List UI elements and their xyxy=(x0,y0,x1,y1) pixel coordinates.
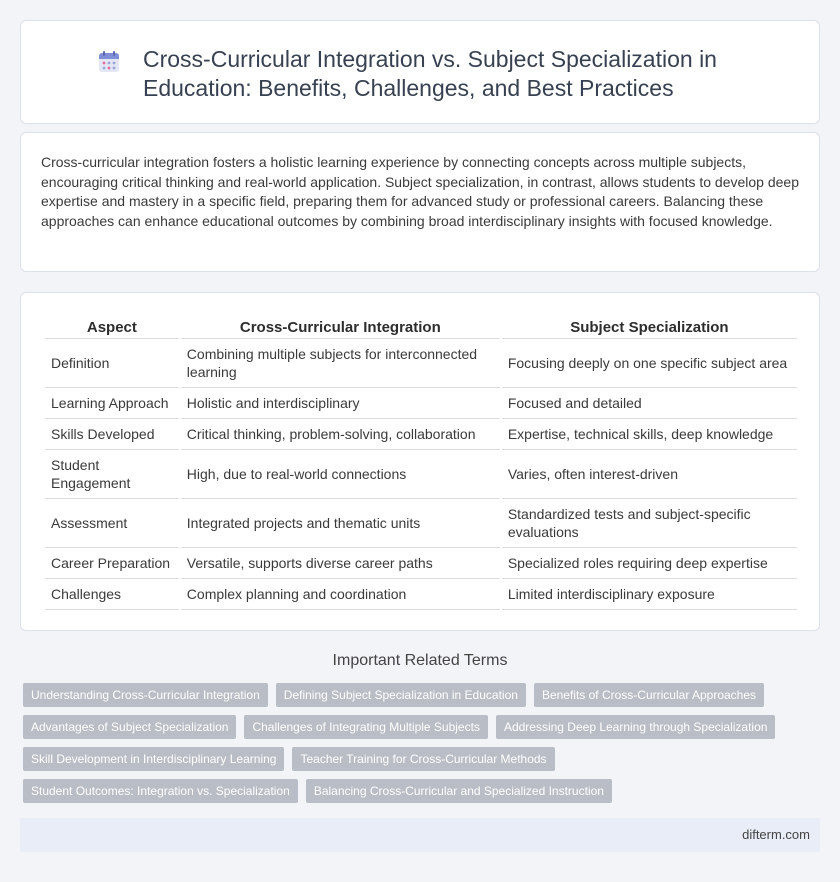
row-specialization: Varies, often interest-driven xyxy=(502,450,797,499)
related-term-tag[interactable]: Defining Subject Specialization in Education xyxy=(276,683,526,707)
row-aspect: Assessment xyxy=(45,499,179,548)
header-integration: Cross-Curricular Integration xyxy=(181,315,500,339)
related-term-tag[interactable]: Addressing Deep Learning through Specialization xyxy=(496,715,776,739)
table-row xyxy=(45,579,797,610)
row-integration: Versatile, supports diverse career paths xyxy=(181,548,500,579)
row-integration: Holistic and interdisciplinary xyxy=(181,388,500,419)
row-aspect: Student Engagement xyxy=(45,450,179,499)
row-specialization: Focusing deeply on one specific subject area xyxy=(502,339,797,388)
related-terms-list xyxy=(23,683,823,811)
row-aspect: Challenges xyxy=(45,579,179,610)
row-specialization: Focused and detailed xyxy=(502,388,797,419)
related-term-tag[interactable]: Teacher Training for Cross-Curricular Methods xyxy=(292,747,554,771)
row-specialization: Standardized tests and subject-specific evaluations xyxy=(502,499,797,548)
related-term-tag[interactable]: Understanding Cross-Curricular Integration xyxy=(23,683,268,707)
footer-site[interactable]: difterm.com xyxy=(742,827,810,842)
row-specialization: Specialized roles requiring deep expertise xyxy=(502,548,797,579)
footer xyxy=(20,818,820,852)
page-title: Cross-Curricular Integration vs. Subject Specialization in Education: Benefits, Challenges, and Best Practices xyxy=(143,46,717,101)
comparison-table xyxy=(43,315,799,610)
row-integration: Complex planning and coordination xyxy=(181,579,500,610)
row-specialization: Limited interdisciplinary exposure xyxy=(502,579,797,610)
related-term-tag[interactable]: Balancing Cross-Curricular and Specialized Instruction xyxy=(306,779,612,803)
header-aspect: Aspect xyxy=(45,315,179,339)
table-row xyxy=(45,548,797,579)
related-term-tag[interactable]: Challenges of Integrating Multiple Subjects xyxy=(244,715,487,739)
row-integration: High, due to real-world connections xyxy=(181,450,500,499)
table-row xyxy=(45,499,797,548)
related-term-tag[interactable]: Advantages of Subject Specialization xyxy=(23,715,236,739)
comparison-card xyxy=(20,292,820,631)
table-row xyxy=(45,450,797,499)
intro-paragraph: Cross-curricular integration fosters a holistic learning experience by connecting concepts across multiple subjects, encouraging critical thinking and real-world application. Subject specialization, in contrast, allows students to develop deep expertise and mastery in a specific field, preparing them for advanced study or professional careers. Balancing these approaches can enhance educational outcomes by combining broad interdisciplinary insights with focused knowledge. xyxy=(41,154,799,229)
row-integration: Integrated projects and thematic units xyxy=(181,499,500,548)
table-header-row xyxy=(45,315,797,339)
related-term-tag[interactable]: Benefits of Cross-Curricular Approaches xyxy=(534,683,764,707)
row-integration: Combining multiple subjects for interconnected learning xyxy=(181,339,500,388)
related-term-tag[interactable]: Student Outcomes: Integration vs. Specialization xyxy=(23,779,298,803)
row-specialization: Expertise, technical skills, deep knowledge xyxy=(502,419,797,450)
table-row xyxy=(45,388,797,419)
header-card xyxy=(20,20,820,124)
related-terms-title: Important Related Terms xyxy=(332,652,508,669)
row-aspect: Career Preparation xyxy=(45,548,179,579)
related-term-tag[interactable]: Skill Development in Interdisciplinary Learning xyxy=(23,747,284,771)
row-integration: Critical thinking, problem-solving, collaboration xyxy=(181,419,500,450)
row-aspect: Skills Developed xyxy=(45,419,179,450)
table-row xyxy=(45,339,797,388)
header-specialization: Subject Specialization xyxy=(502,315,797,339)
row-aspect: Definition xyxy=(45,339,179,388)
table-row xyxy=(45,419,797,450)
row-aspect: Learning Approach xyxy=(45,388,179,419)
intro-card xyxy=(20,132,820,272)
calendar-icon xyxy=(97,50,121,74)
